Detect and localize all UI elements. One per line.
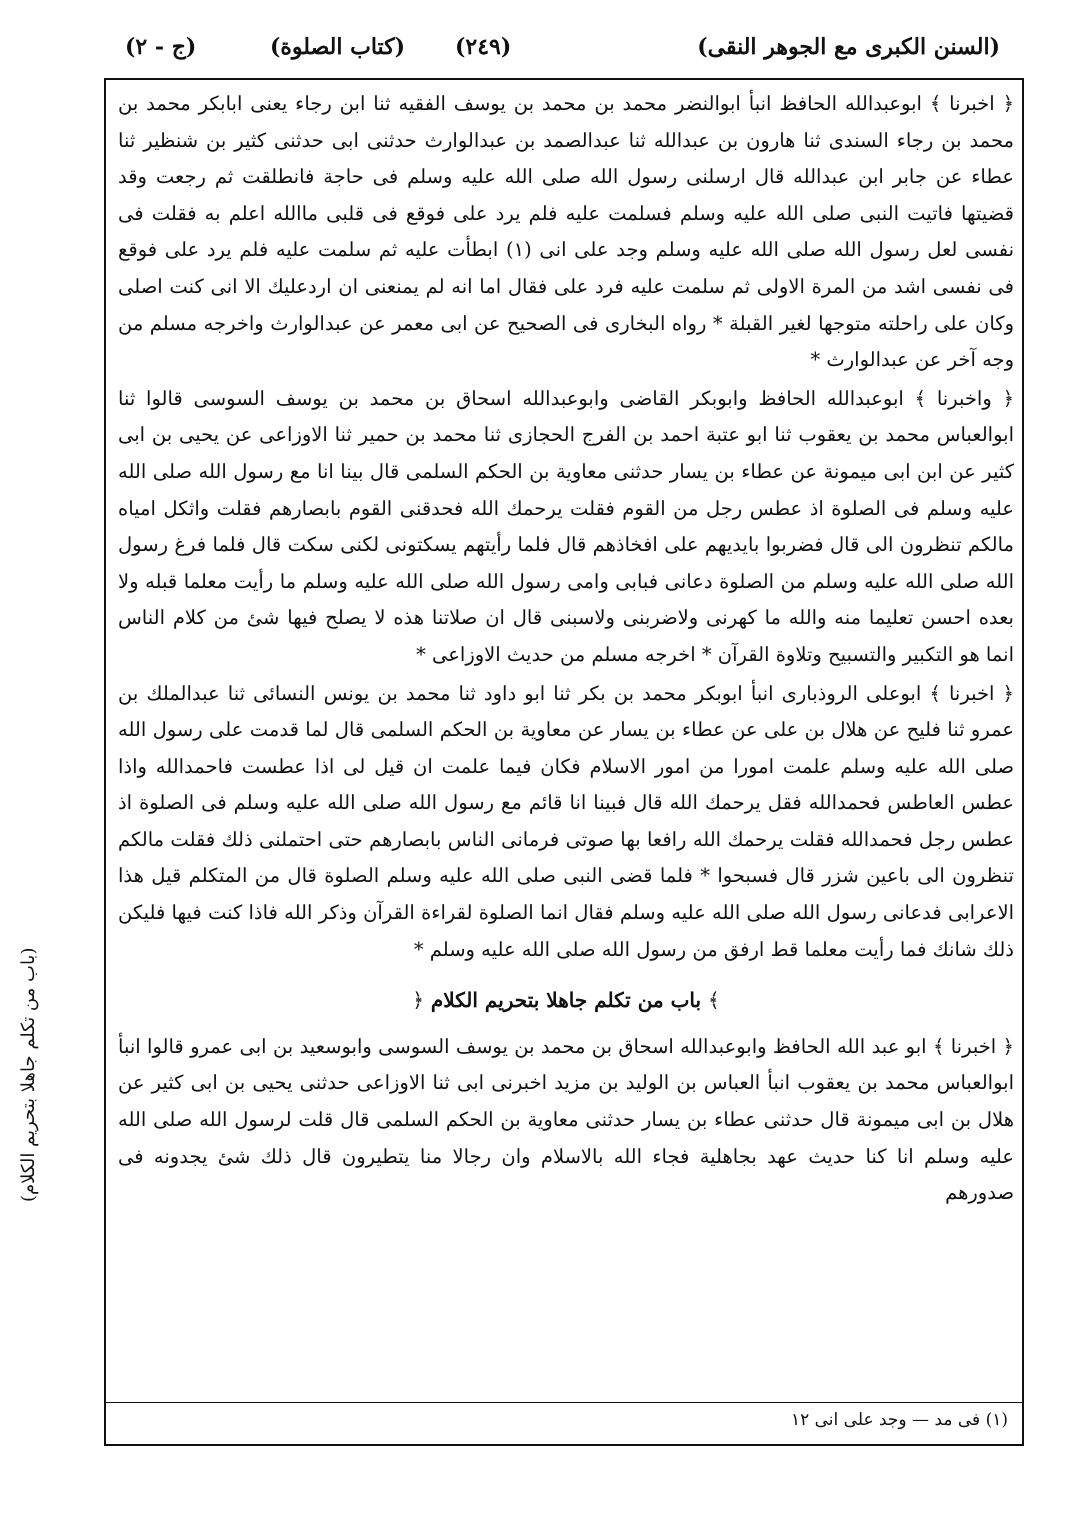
volume-number: (ج - ٢) bbox=[125, 34, 197, 60]
chapter-heading-text: باب من تكلم جاهلا بتحريم الكلام bbox=[430, 988, 702, 1013]
page-header bbox=[120, 28, 1000, 74]
ornament-right: ﴾ bbox=[708, 988, 720, 1013]
main-text bbox=[118, 86, 1014, 1396]
chapter-name: (كتاب الصلوة) bbox=[270, 34, 406, 60]
hadith-paragraph-2: ﴿ واخبرنا ﴾ ابوعبدالله الحافظ وابوبكر القاضى وابوعبدالله اسحاق بن محمد بن يوسف السوسى قالوا ثنا ابوالعباس محمد بن يعقوب ثنا ابو عتبة احمد بن الفرج الحجازى ثنا محمد بن حمير ثنا الاوزاعى عن يحيى بن ابى كثير عن ابن ابى ميمونة عن عطاء بن يسار حدثنى معاوية بن الحكم السلمى قال بينا انا مع رسول الله صلى الله عليه وسلم فى الصلوة اذ عطس رجل من القوم فقلت يرحمك الله فحدقنى القوم بابصارهم فقلت واثكل امياه مالكم تنظرون الى قال فضربوا بايديهم على افخاذهم قال فلما رأيتهم يسكتونى لكنى سكت قال فلما فرغ رسول الله صلى الله عليه وسلم من الصلوة دعانى فبابى وامى رسول الله صلى الله عليه وسلم ما رأيت معلما قبله ولا بعده احسن تعليما منه والله ما كهرنى ولاضربنى ولاسبنى قال ان صلاتنا هذه لا يصلح فيها شئ من كلام الناس انما هو التكبير والتسبيح وتلاوة القرآن * اخرجه مسلم من حديث الاوزاعى * bbox=[118, 386, 1014, 666]
footnote: (١) فى مد — وجد على انى ١٢ bbox=[790, 1410, 1008, 1430]
hadith-paragraph-4: ﴿ اخبرنا ﴾ ابو عبد الله الحافظ وابوعبدالله اسحاق بن محمد بن يوسف السوسى وابوسعيد بن ابى عمرو قالوا انبأ ابوالعباس محمد بن يعقوب انبأ العباس بن الوليد بن مزيد اخبرنى ابى ثنا الاوزاعى حدثنى يحيى بن ابى كثير عن هلال بن ابى ميمونة قال حدثنى عطاء بن يسار حدثنى معاوية بن الحكم السلمى قال قلت لرسول الله صلى الله عليه وسلم انا كنا حديث عهد بجاهلية فجاء الله بالاسلام وان رجالا منا يتطيرون قال ذلك شئ يجدونه فى صدورهم bbox=[118, 1034, 1014, 1205]
page-number: (٢٤٩) bbox=[455, 34, 512, 60]
book-title: (السنن الكبرى مع الجوهر النقى) bbox=[697, 34, 1000, 60]
margin-note: (باب من تكلم جاهلا بتحريم الكلام) bbox=[18, 947, 39, 1203]
chapter-heading bbox=[118, 982, 1014, 1019]
hadith-paragraph-1: ﴿ اخبرنا ﴾ ابوعبدالله الحافظ انبأ ابوالنضر محمد بن محمد بن يوسف الفقيه ثنا ابن رجاء يعنى ابابكر محمد بن محمد بن رجاء السندى ثنا هارون بن عبدالله ثنا عبدالصمد بن عبدالوارث حدثنى ابى حدثنى كثير بن شنظير ثنا عطاء عن جابر ابن عبدالله قال ارسلنى رسول الله صلى الله عليه وسلم فى حاجة فانطلقت ثم رجعت وقد قضيتها فاتيت النبى صلى الله عليه وسلم فسلمت عليه فلم يرد على فوقع فى قلبى ماالله اعلم به فقلت فى نفسى لعل رسول الله صلى الله عليه وسلم وجد على انى (١) ابطأت عليه ثم سلمت عليه فلم يرد على فوقع فى نفسى اشد من المرة الاولى ثم سلمت عليه فرد على فقال اما انه لم يمنعنى ان اردعليك الا انى كنت اصلى وكان على راحلته متوجها لغير القبلة * رواه البخارى فى الصحيح عن ابى معمر عن عبدالوارث واخرجه مسلم من وجه آخر عن عبدالوارث * bbox=[118, 92, 1014, 372]
hadith-paragraph-3: ﴿ اخبرنا ﴾ ابوعلى الروذبارى انبأ ابوبكر محمد بن بكر ثنا ابو داود ثنا محمد بن يونس النسائى ثنا عبدالملك بن عمرو ثنا فليح عن هلال بن على عن عطاء بن يسار عن معاوية بن الحكم السلمى قال لما قدمت على رسول الله صلى الله عليه وسلم علمت امورا من امور الاسلام فكان فيما علمت ان قيل لى اذا عطست فاحمدالله واذا عطس العاطس فحمدالله فقل يرحمك الله قال فبينا انا قائم مع رسول الله صلى الله عليه وسلم فى الصلوة اذ عطس رجل فحمدالله فقلت يرحمك الله رافعا بها صوتى فرمانى الناس بابصارهم حتى احتملنى ذلك فقلت مالكم تنظرون الى باعين شزر قال فسبحوا * فلما قضى النبى صلى الله عليه وسلم الصلوة قال من المتكلم قيل هذا الاعرابى فدعانى رسول الله صلى الله عليه وسلم فقال انما الصلوة لقراءة القرآن وذكر الله فاذا كنت فيها فليكن ذلك شانك فما رأيت معلما قط ارفق من رسول الله صلى الله عليه وسلم * bbox=[118, 681, 1014, 961]
ornament-left: ﴿ bbox=[412, 988, 424, 1013]
footnote-divider bbox=[106, 1402, 1022, 1403]
